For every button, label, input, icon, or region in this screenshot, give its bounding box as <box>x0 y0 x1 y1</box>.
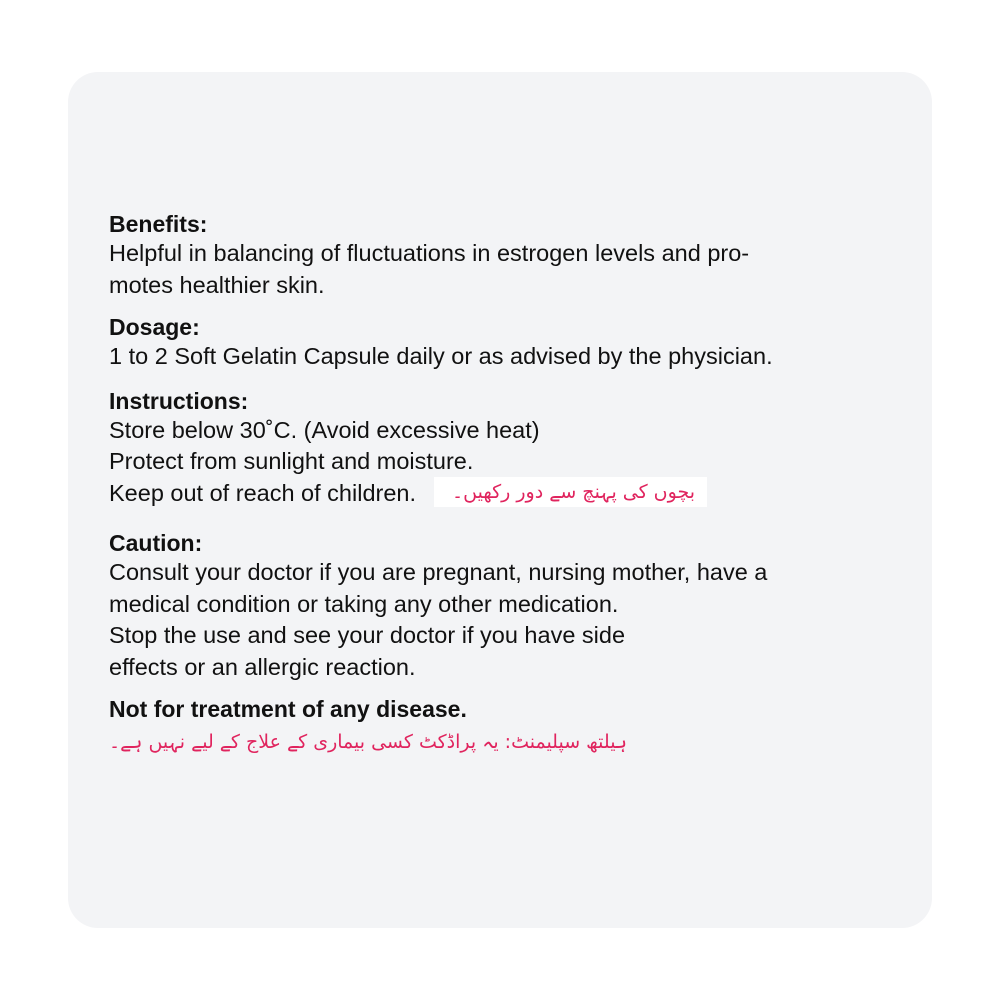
dosage-heading: Dosage: <box>109 314 200 340</box>
caution-line: Consult your doctor if you are pregnant, nursing mother, have a <box>109 559 768 586</box>
dosage-section <box>109 313 899 373</box>
dosage-line: 1 to 2 Soft Gelatin Capsule daily or as advised by the physician. <box>109 343 773 369</box>
disclaimer-text: Not for treatment of any disease. <box>109 696 467 723</box>
benefits-line: Helpful in balancing of fluctuations in estrogen levels and pro- <box>109 240 750 266</box>
caution-line: effects or an allergic reaction. <box>109 653 416 680</box>
caution-line: Stop the use and see your doctor if you have side <box>109 622 626 649</box>
instructions-line: Store below 30˚C. (Avoid excessive heat) <box>109 416 540 443</box>
urdu-children-warning: بچوں کی پہنچ سے دور رکھیں۔ <box>434 477 707 507</box>
benefits-heading: Benefits: <box>109 211 208 237</box>
caution-line: medical condition or taking any other medication. <box>109 590 619 617</box>
caution-section <box>109 529 899 683</box>
benefits-line: motes healthier skin. <box>109 271 325 298</box>
benefits-section <box>109 210 899 301</box>
caution-heading: Caution: <box>109 530 203 557</box>
instructions-heading: Instructions: <box>109 387 249 414</box>
urdu-disclaimer: ہیلتھ سپلیمنٹ: یہ پراڈکٹ کسی بیماری کے علاج کے لیے نہیں ہے۔ <box>109 731 628 754</box>
instructions-children-line <box>109 478 899 510</box>
instructions-line: Keep out of reach of children. <box>109 479 417 506</box>
instructions-line: Protect from sunlight and moisture. <box>109 448 474 474</box>
disclaimer-section <box>109 695 899 759</box>
label-content <box>109 210 899 767</box>
instructions-section <box>109 387 899 510</box>
